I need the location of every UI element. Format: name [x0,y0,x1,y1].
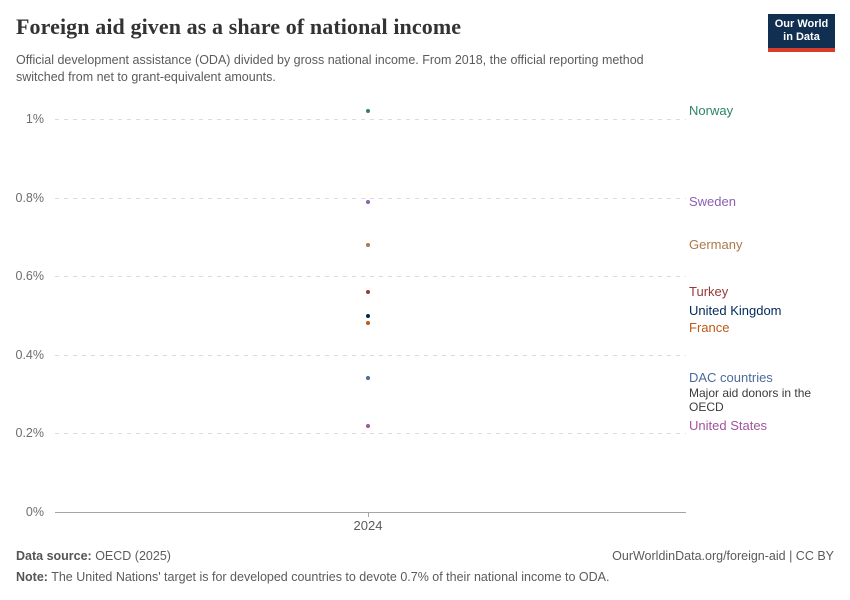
data-source-label: Data source: [16,549,92,563]
footer-note-row [16,570,834,584]
note-label: Note: [16,570,48,584]
series-label-united-kingdom[interactable]: United Kingdom [689,302,782,318]
y-gridline [55,276,686,277]
series-label-sweden[interactable]: Sweden [689,193,736,209]
footer-source-row [16,549,834,563]
owid-logo-line1: Our World [774,18,829,30]
attribution-link[interactable]: OurWorldinData.org/foreign-aid | CC BY [612,549,834,563]
data-source-value: OECD (2025) [91,549,171,563]
note-text [16,570,609,584]
data-point-norway[interactable] [366,109,370,113]
x-tick-label: 2024 [353,518,383,533]
series-label-united-states[interactable]: United States [689,417,768,433]
y-tick-label: 0.6% [15,269,44,283]
chart-subtitle: Official development assistance (ODA) divided by gross national income. From 2018, the official reporting method switched from net to grant-equivalent amounts. [16,53,644,84]
data-point-sweden[interactable] [366,200,370,204]
y-gridline [55,433,686,434]
x-tick [368,512,369,517]
y-gridline [55,119,686,120]
owid-logo-line2: in Data [783,31,820,43]
y-tick-label: 0.8% [15,191,44,205]
series-label-germany[interactable]: Germany [689,236,743,252]
series-label-dac-countries[interactable]: DAC countries Major aid donors in the OECD [689,370,817,414]
data-point-france[interactable] [366,321,370,325]
series-sublabel-dac-countries: Major aid donors in the OECD [689,386,812,414]
data-point-germany[interactable] [366,243,370,247]
y-gridline [55,355,686,356]
note-value: The United Nations' target is for developed countries to devote 0.7% of their national income to ODA. [47,570,610,584]
y-tick-label: 0.2% [15,426,44,440]
data-point-turkey[interactable] [366,290,370,294]
data-point-united-kingdom[interactable] [366,314,370,318]
series-label-france[interactable]: France [689,319,730,335]
series-label-norway[interactable]: Norway [689,103,734,119]
data-source-text [16,549,171,563]
x-axis-line [55,512,686,513]
y-tick-label: 0% [25,505,44,519]
data-point-dac-countries[interactable] [366,376,370,380]
data-point-united-states[interactable] [366,424,370,428]
page-title: Foreign aid given as a share of national income [16,14,462,39]
y-gridline [55,198,686,199]
series-label-turkey[interactable]: Turkey [689,283,729,299]
y-tick-label: 0.4% [15,348,44,362]
y-tick-label: 1% [25,112,44,126]
